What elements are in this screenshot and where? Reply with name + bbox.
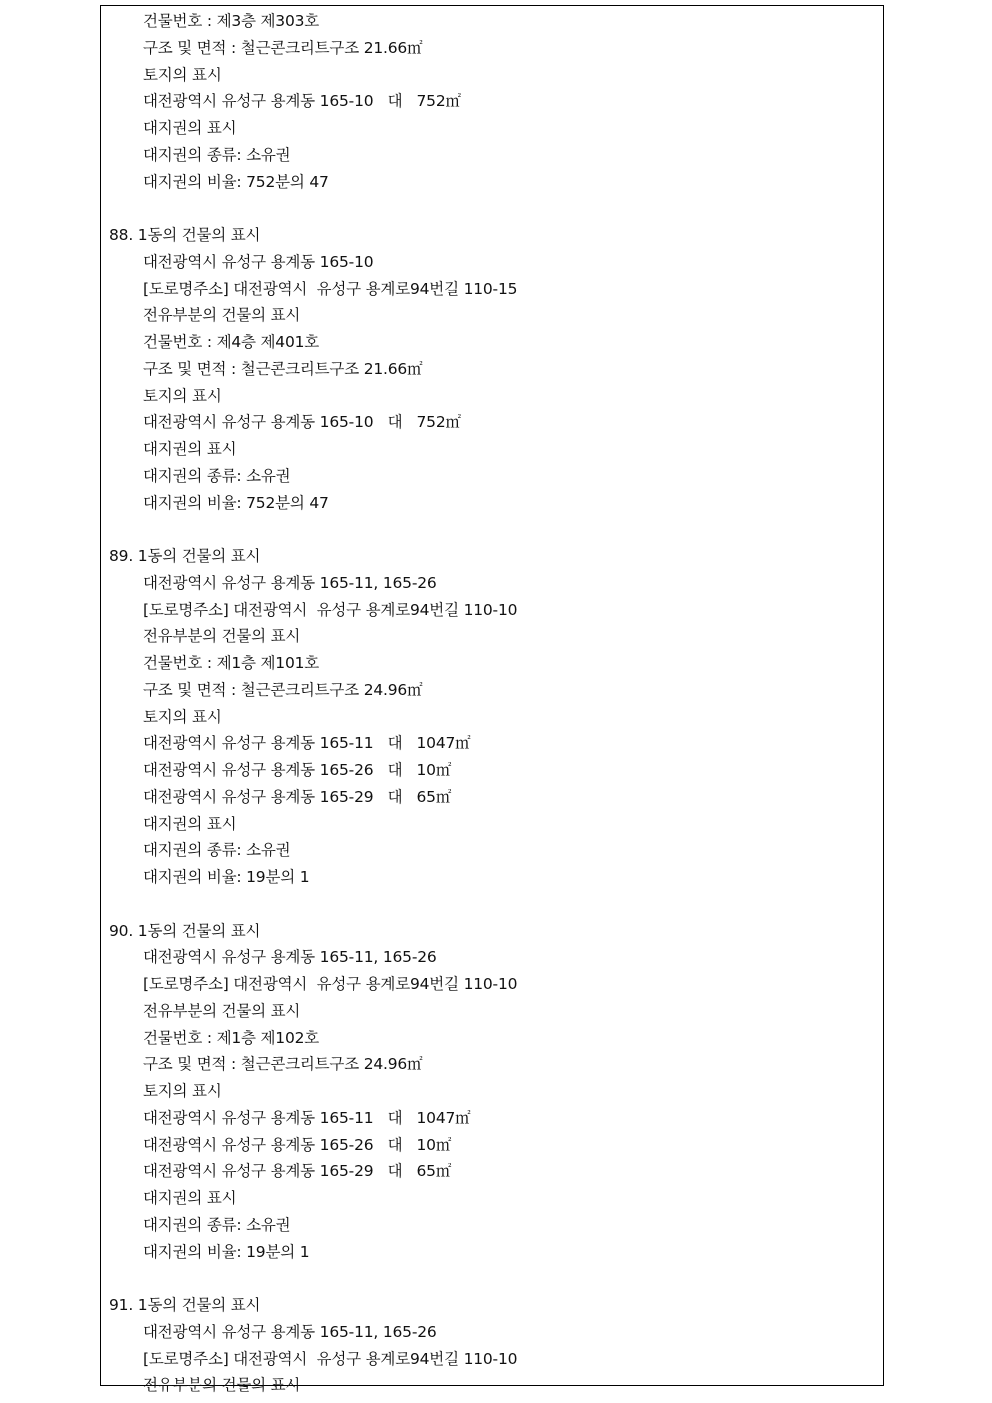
text-line: 대전광역시 유성구 용계동 165-11, 165-26 (143, 1322, 437, 1341)
text-line: 대지권의 표시 (143, 440, 237, 458)
blank-line (101, 891, 883, 918)
text-line: 구조 및 면적 : 철근콘크리트구조 24.96㎡ (143, 680, 423, 699)
text-line: 대전광역시 유성구 용계동 165-11 대 1047㎡ (143, 1108, 471, 1127)
text-line: 대지권의 표시 (143, 119, 237, 137)
text-line: 전유부분의 건물의 표시 (143, 1001, 301, 1020)
text-line: 대지권의 종류: 소유권 (143, 841, 291, 860)
text-line: 건물번호 : 제4층 제401호 (143, 333, 320, 351)
text-line: 대전광역시 유성구 용계동 165-29 대 65㎡ (143, 787, 452, 806)
entry-heading: 89. 1동의 건물의 표시 (109, 547, 261, 565)
text-line: 대지권의 비율: 19분의 1 (143, 868, 310, 886)
text-line: 건물번호 : 제1층 제102호 (143, 1028, 320, 1047)
text-line: [도로명주소] 대전광역시 유성구 용계로94번길 110-10 (143, 975, 518, 993)
text-line: 전유부분의 건물의 표시 (143, 1376, 301, 1395)
text-line: 대전광역시 유성구 용계동 165-10 대 752㎡ (143, 92, 461, 111)
text-line: 대전광역시 유성구 용계동 165-11 대 1047㎡ (143, 734, 471, 753)
text-line: 대전광역시 유성구 용계동 165-10 (143, 252, 374, 271)
text-line: 대전광역시 유성구 용계동 165-29 대 65㎡ (143, 1162, 452, 1181)
blank-line (101, 1265, 883, 1292)
text-line: 대지권의 비율: 752분의 47 (143, 172, 329, 191)
text-line: 대전광역시 유성구 용계동 165-11, 165-26 (143, 948, 437, 967)
text-line: 대전광역시 유성구 용계동 165-26 대 10㎡ (143, 1135, 452, 1154)
text-line: 토지의 표시 (143, 1082, 222, 1100)
text-line: 대지권의 표시 (143, 814, 237, 833)
blank-line (101, 516, 883, 543)
entry-heading: 88. 1동의 건물의 표시 (109, 226, 261, 244)
text-line: 대지권의 종류: 소유권 (143, 1215, 291, 1234)
text-line: 대지권의 종류: 소유권 (143, 466, 291, 485)
text-line: [도로명주소] 대전광역시 유성구 용계로94번길 110-10 (143, 1349, 518, 1368)
text-line: [도로명주소] 대전광역시 유성구 용계로94번길 110-10 (143, 600, 518, 619)
blank-line (101, 195, 883, 222)
text-line: 대전광역시 유성구 용계동 165-11, 165-26 (143, 573, 437, 592)
text-line: 전유부분의 건물의 표시 (143, 627, 301, 646)
text-line: 토지의 표시 (143, 386, 222, 405)
text-line: [도로명주소] 대전광역시 유성구 용계로94번길 110-15 (143, 279, 518, 298)
text-line: 구조 및 면적 : 철근콘크리트구조 21.66㎡ (143, 359, 423, 378)
document-frame (100, 5, 884, 1395)
text-line: 대전광역시 유성구 용계동 165-26 대 10㎡ (143, 761, 452, 779)
text-line: 건물번호 : 제1층 제101호 (143, 654, 320, 672)
text-line: 대지권의 비율: 752분의 47 (143, 493, 329, 512)
text-line: 대지권의 종류: 소유권 (143, 145, 291, 164)
text-line: 전유부분의 건물의 표시 (143, 306, 301, 325)
entry-heading: 90. 1동의 건물의 표시 (109, 921, 261, 940)
text-line: 건물번호 : 제3층 제303호 (143, 12, 320, 30)
text-line: 토지의 표시 (143, 707, 222, 726)
text-line: 대지권의 표시 (143, 1189, 237, 1207)
text-line: 구조 및 면적 : 철근콘크리트구조 24.96㎡ (143, 1055, 423, 1074)
text-line: 토지의 표시 (143, 65, 222, 84)
text-line: 구조 및 면적 : 철근콘크리트구조 21.66㎡ (143, 38, 423, 57)
text-line: 대전광역시 유성구 용계동 165-10 대 752㎡ (143, 413, 461, 432)
document-content (101, 8, 883, 1399)
text-line: 대지권의 비율: 19분의 1 (143, 1242, 310, 1261)
entry-heading: 91. 1동의 건물의 표시 (109, 1296, 261, 1314)
